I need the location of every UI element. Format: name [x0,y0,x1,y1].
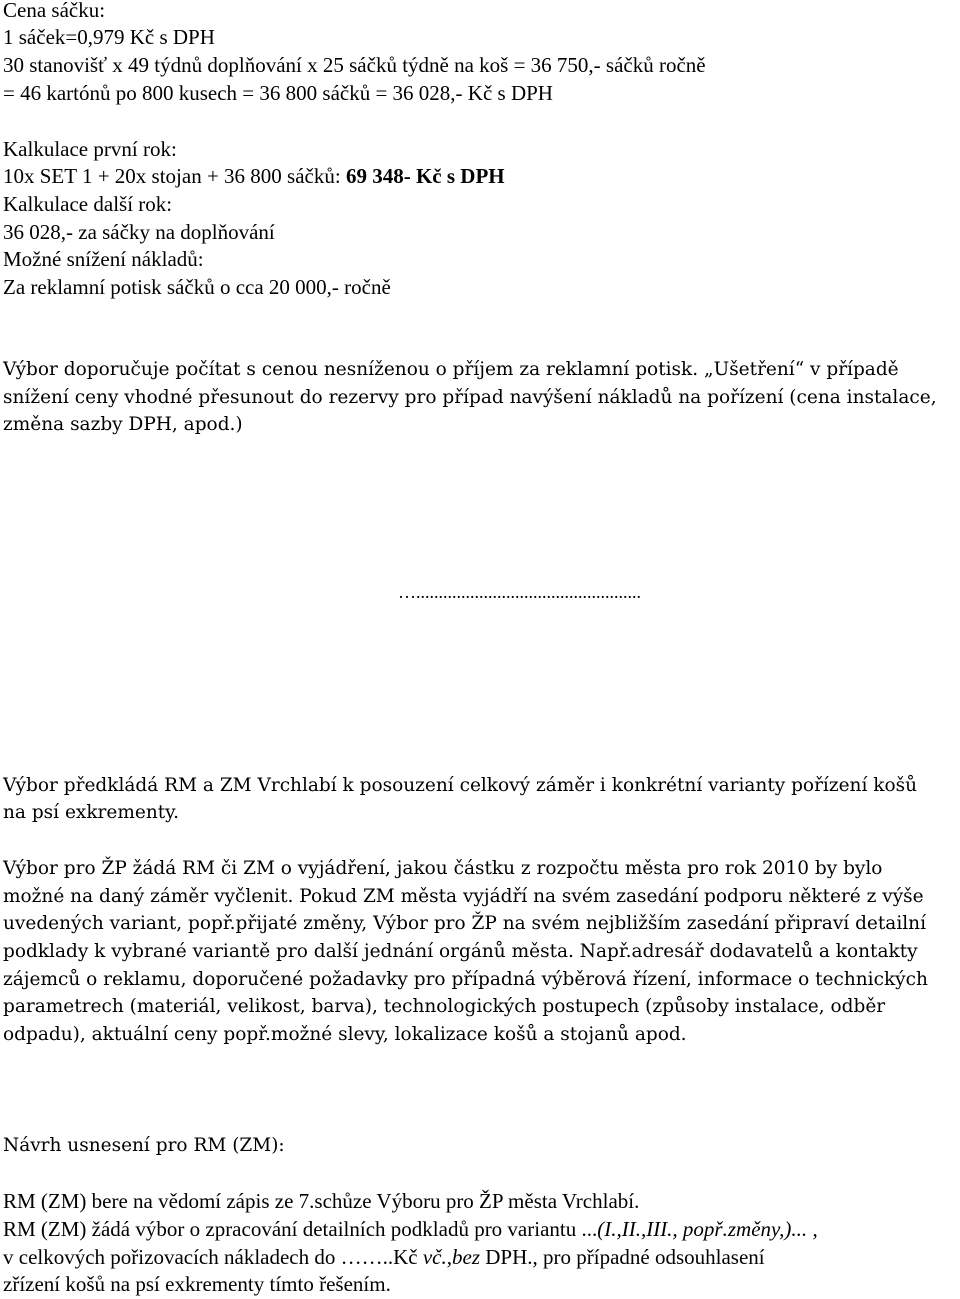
resolution-line-3 [3,1243,765,1271]
resolution-line-3-text: v celkových pořizovacích nákladech do ……..Kč [3,1245,423,1269]
price-line-2: 30 stanovišť x 49 týdnů doplňování x 25 sáčků týdně na koš = 36 750,- sáčků ročně [3,53,706,77]
resolution-line-2-end: , [807,1217,818,1241]
committee-p2-line: uvedených variant, popř.přijaté změny, Výbor pro ŽP na svém nejbližším zasedání připraví detailní [3,913,927,934]
committee-p2-line: Výbor pro ŽP žádá RM či ZM o vyjádření, jakou částku z rozpočtu města pro rok 2010 by bylo [3,858,883,879]
resolution-vat-option: vč.,bez [422,1245,480,1269]
calc-next-year-heading: Kalkulace další rok: [3,192,173,216]
recommendation-line-3: změna sazby DPH, apod.) [3,414,243,435]
calc-first-year-line [3,162,505,190]
recommendation-line-1: Výbor doporučuje počítat s cenou nesníženou o příjem za reklamní potisk. „Ušetření“ v případě [3,359,899,380]
committee-p1-line-1: Výbor předkládá RM a ZM Vrchlabí k posouzení celkový záměr i konkrétní varianty pořízení košů [3,775,917,796]
committee-p2-line: zájemců o reklamu, doporučené požadavky pro případná výběrová řízení, informace o technických [3,969,928,990]
calc-next-year-items: 36 028,- za sáčky na doplňování [3,220,275,244]
resolution-heading: Návrh usnesení pro RM (ZM): [3,1135,285,1156]
resolution-line-3-end: DPH., pro případné odsouhlasení [480,1245,765,1269]
committee-p2-line: odpadu), aktuální ceny popř.možné slevy, lokalizace košů a stojanů apod. [3,1024,687,1045]
resolution-variant-list: (I.,II.,III., popř.změny,)... [597,1217,808,1241]
committee-p2-line: parametrech (materiál, velikost, barva), technologických postupech (způsoby instalace, odběr [3,996,886,1017]
price-line-3: = 46 kartónů po 800 kusech = 36 800 sáčků = 36 028,- Kč s DPH [3,81,553,105]
resolution-line-4: zřízení košů na psí exkrementy tímto řešením. [3,1272,391,1296]
price-line-1: 1 sáček=0,979 Kč s DPH [3,25,215,49]
calc-first-year-total: 69 348- Kč s DPH [345,164,505,188]
price-heading: Cena sáčku: [3,0,106,22]
calc-savings-text: Za reklamní potisk sáčků o cca 20 000,- ročně [3,275,391,299]
calc-first-year-heading: Kalkulace první rok: [3,137,177,161]
recommendation-line-2: snížení ceny vhodné přesunout do rezervy pro případ navýšení nákladů na pořízení (cena instalace, [3,387,937,408]
resolution-line-1: RM (ZM) bere na vědomí zápis ze 7.schůze Výboru pro ŽP města Vrchlabí. [3,1189,640,1213]
resolution-line-2 [3,1215,818,1243]
resolution-line-2-text: RM (ZM) žádá výbor o zpracování detailních podkladů pro variantu ... [3,1217,598,1241]
separator-dots: ….................................................. [398,582,641,602]
calc-first-year-items: 10x SET 1 + 20x stojan + 36 800 sáčků: [3,164,341,188]
calc-savings-heading: Možné snížení nákladů: [3,247,204,271]
committee-p2-line: možné na daný záměr vyčlenit. Pokud ZM města vyjádří na svém zasedání podporu některé z výše [3,886,924,907]
committee-p2-line: podklady k vybrané variantě pro další jednání orgánů města. Např.adresář dodavatelů a kontakty [3,941,918,962]
committee-p1-line-2: na psí exkrementy. [3,802,180,823]
